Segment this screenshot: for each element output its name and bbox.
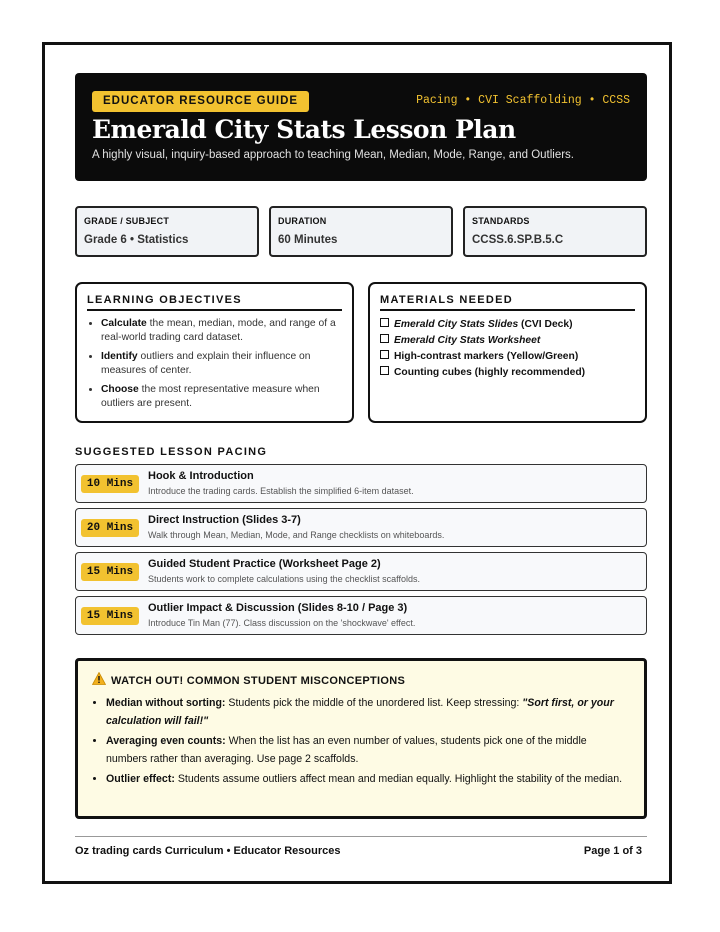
- misconception-lead: Median without sorting:: [106, 697, 226, 709]
- misconception-text: When the list has an even number of values, students pick one of the middle numbers rather than averaging. Use page 2 scaffolds.: [106, 735, 587, 765]
- header-banner: [75, 73, 647, 181]
- materials-title: MATERIALS NEEDED: [380, 294, 635, 311]
- pacing-row: [75, 552, 647, 591]
- misconceptions-box: [75, 658, 647, 819]
- pacing-row-title: Guided Student Practice (Worksheet Page 2): [148, 558, 381, 570]
- meta-label: GRADE / SUBJECT: [84, 216, 170, 226]
- list-item: [380, 365, 635, 381]
- pacing-row-title: Direct Instruction (Slides 3-7): [148, 514, 301, 526]
- pacing-row-desc: Students work to complete calculations using the checklist scaffolds.: [148, 574, 420, 584]
- objectives-title: LEARNING OBJECTIVES: [87, 294, 342, 311]
- resource-badge: EDUCATOR RESOURCE GUIDE: [92, 91, 309, 112]
- pacing-row-desc: Introduce the trading cards. Establish the simplified 6-item dataset.: [148, 486, 414, 496]
- page-number: Page 1 of 3: [583, 845, 642, 857]
- checkbox-icon[interactable]: [380, 366, 389, 375]
- page-title: Emerald City Stats Lesson Plan: [92, 115, 516, 144]
- duration-badge: 10 Mins: [81, 475, 139, 493]
- list-item: [101, 317, 342, 345]
- meta-label: STANDARDS: [472, 216, 530, 226]
- misconceptions-title: WATCH OUT! COMMON STUDENT MISCONCEPTIONS: [111, 675, 406, 687]
- header-tags: Pacing • CVI Scaffolding • CCSS: [416, 94, 630, 107]
- page-subtitle: A highly visual, inquiry-based approach to teaching Mean, Median, Mode, Range, and Outliers.: [92, 149, 575, 161]
- pacing-row-desc: Introduce Tin Man (77). Class discussion on the 'shockwave' effect.: [148, 618, 416, 628]
- meta-card-standards: [463, 206, 647, 257]
- pacing-row-title: Outlier Impact & Discussion (Slides 8-10 / Page 3): [148, 602, 408, 614]
- objective-text: the most representative measure when outliers are present.: [101, 384, 320, 409]
- material-text: High-contrast markers (Yellow/Green): [394, 351, 579, 362]
- material-text: (CVI Deck): [518, 319, 573, 330]
- footer-divider: [75, 836, 647, 837]
- meta-label: DURATION: [278, 216, 327, 226]
- duration-badge: 15 Mins: [81, 563, 139, 581]
- pacing-row: [75, 596, 647, 635]
- meta-card-grade: [75, 206, 259, 257]
- objective-verb: Calculate: [101, 318, 147, 329]
- pacing-row-title: Hook & Introduction: [148, 470, 254, 482]
- objective-verb: Identify: [101, 351, 138, 362]
- misconception-text: Students assume outliers affect mean and median equally. Highlight the stability of the median.: [174, 773, 623, 785]
- misconceptions-list: [92, 694, 630, 788]
- misconceptions-heading: [92, 672, 630, 688]
- list-item: [106, 732, 630, 768]
- meta-value: CCSS.6.SP.B.5.C: [472, 234, 564, 246]
- duration-badge: 15 Mins: [81, 607, 139, 625]
- material-title: Emerald City Stats Slides: [394, 319, 519, 330]
- list-item: [106, 770, 630, 788]
- pacing-row: [75, 508, 647, 547]
- misconception-lead: Averaging even counts:: [106, 735, 226, 747]
- list-item: [380, 317, 635, 333]
- list-item: [101, 350, 342, 378]
- list-item: [380, 333, 635, 349]
- pacing-row: [75, 464, 647, 503]
- checkbox-icon[interactable]: [380, 318, 389, 327]
- footer-left: Oz trading cards Curriculum • Educator Resources: [75, 845, 341, 857]
- misconception-quote: "Sort first, or your calculation will fail!": [106, 697, 614, 727]
- pacing-title: SUGGESTED LESSON PACING: [75, 446, 268, 458]
- list-item: [380, 349, 635, 365]
- objectives-list: [87, 317, 342, 411]
- list-item: [101, 383, 342, 411]
- lesson-plan-page: [42, 42, 672, 884]
- misconception-text: Students pick the middle of the unordered list. Keep stressing:: [225, 697, 523, 709]
- checkbox-icon[interactable]: [380, 334, 389, 343]
- meta-value: Grade 6 • Statistics: [84, 234, 189, 246]
- material-text: Counting cubes (highly recommended): [394, 367, 586, 378]
- material-title: Emerald City Stats Worksheet: [394, 335, 541, 346]
- objective-verb: Choose: [101, 384, 139, 395]
- objective-text: outliers and explain their influence on measures of center.: [101, 351, 311, 376]
- checkbox-icon[interactable]: [380, 350, 389, 359]
- materials-box: [368, 282, 647, 423]
- meta-value: 60 Minutes: [278, 234, 338, 246]
- duration-badge: 20 Mins: [81, 519, 139, 537]
- learning-objectives-box: [75, 282, 354, 423]
- pacing-row-desc: Walk through Mean, Median, Mode, and Range checklists on whiteboards.: [148, 530, 445, 540]
- warning-icon: [92, 672, 108, 688]
- misconception-lead: Outlier effect:: [106, 773, 175, 785]
- objective-text: the mean, median, mode, and range of a real-world trading card dataset.: [101, 318, 336, 343]
- list-item: [106, 694, 630, 730]
- meta-card-duration: [269, 206, 453, 257]
